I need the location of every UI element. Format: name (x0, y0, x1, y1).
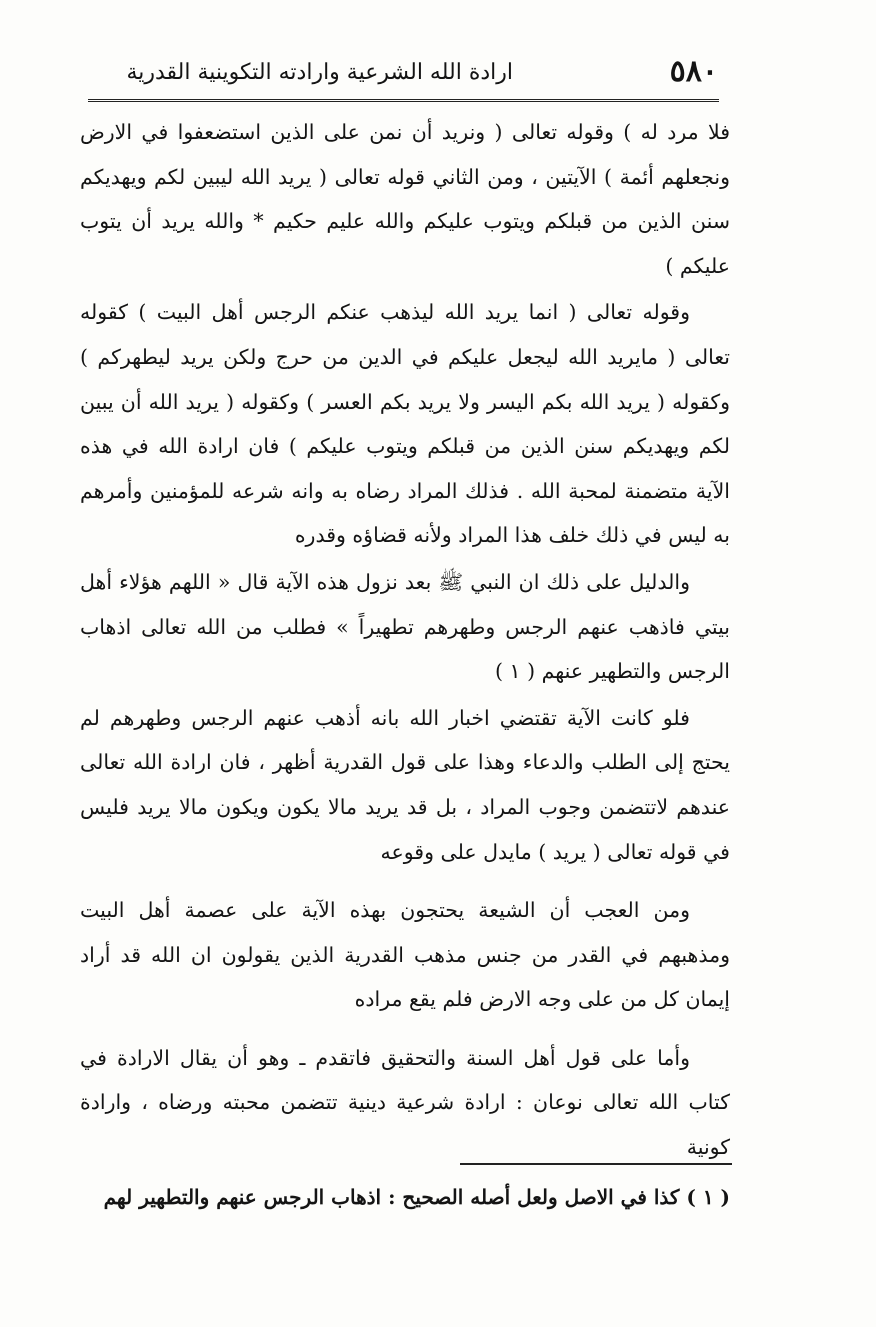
header-rule (88, 99, 719, 102)
paragraph: فلو كانت الآية تقتضي اخبار الله بانه أذهب عنهم الرجس وطهرهم لم يحتج إلى الطلب والدعاء وهذا على قول القدرية أظهر ، فان ارادة الله تعالى عندهم لاتتضمن وجوب المراد ، بل قد يريد مالا يكون ويكون مالا يريد فليس في قوله تعالى ( يريد ) مايدل على وقوعه (80, 705, 730, 864)
running-title: ارادة الله الشرعية وارادته التكوينية القدرية (126, 60, 513, 85)
paragraph: فلا مرد له ) وقوله تعالى ( ونريد أن نمن على الذين استضعفوا في الارض ونجعلهم أئمة ) الآيتين ، ومن الثاني قوله تعالى ( يريد الله ليبين لكم ويهديكم سنن الذين من قبلكم ويتوب عليكم والله عليم حكيم * والله يريد أن يتوب عليكم ) (80, 120, 730, 278)
paragraph: وقوله تعالى ( انما يريد الله ليذهب عنكم الرجس أهل البيت ) كقوله تعالى ( مايريد الله ليجعل عليكم في الدين من حرج ولكن يريد ليطهركم ) وكقوله ( يريد الله بكم اليسر ولا يريد بكم العسر ) وكقوله ( يريد الله أن يبين لكم ويهديكم سنن الذين من قبلكم ويتوب عليكم ) فان ارادة الله في هذه الآية متضمنة لمحبة الله . فذلك المراد رضاه به وانه شرعه للمؤمنين وأمرهم به ليس في ذلك خلف هذا المراد ولأنه قضاؤه وقدره (80, 300, 730, 548)
paragraph: وأما على قول أهل السنة والتحقيق فاتقدم ـ وهو أن يقال الارادة في كتاب الله تعالى نوعان : ارادة شرعية دينية تتضمن محبته ورضاه ، وارادة كونية (80, 1045, 730, 1160)
footnote-rule (460, 1163, 732, 1165)
footnote: ( ١ ) كذا في الاصل ولعل أصله الصحيح : اذهاب الرجس عنهم والتطهير لهم (103, 1185, 730, 1209)
paragraph: والدليل على ذلك ان النبي ﷺ بعد نزول هذه الآية قال « اللهم هؤلاء أهل بيتي فاذهب عنهم الرجس وطهرهم تطهيراً » فطلب من الله تعالى اذهاب الرجس والتطهير عنهم ( ١ ) (80, 569, 730, 684)
body-text (80, 110, 730, 1170)
paragraph: ومن العجب أن الشيعة يحتجون بهذه الآية على عصمة أهل البيت ومذهبهم في القدر من جنس مذهب القدرية الذين يقولون ان الله قد أراد إيمان كل من على وجه الارض فلم يقع مراده (80, 898, 730, 1012)
page-number: ٥٨٠ (669, 54, 718, 89)
page-header (126, 50, 718, 90)
